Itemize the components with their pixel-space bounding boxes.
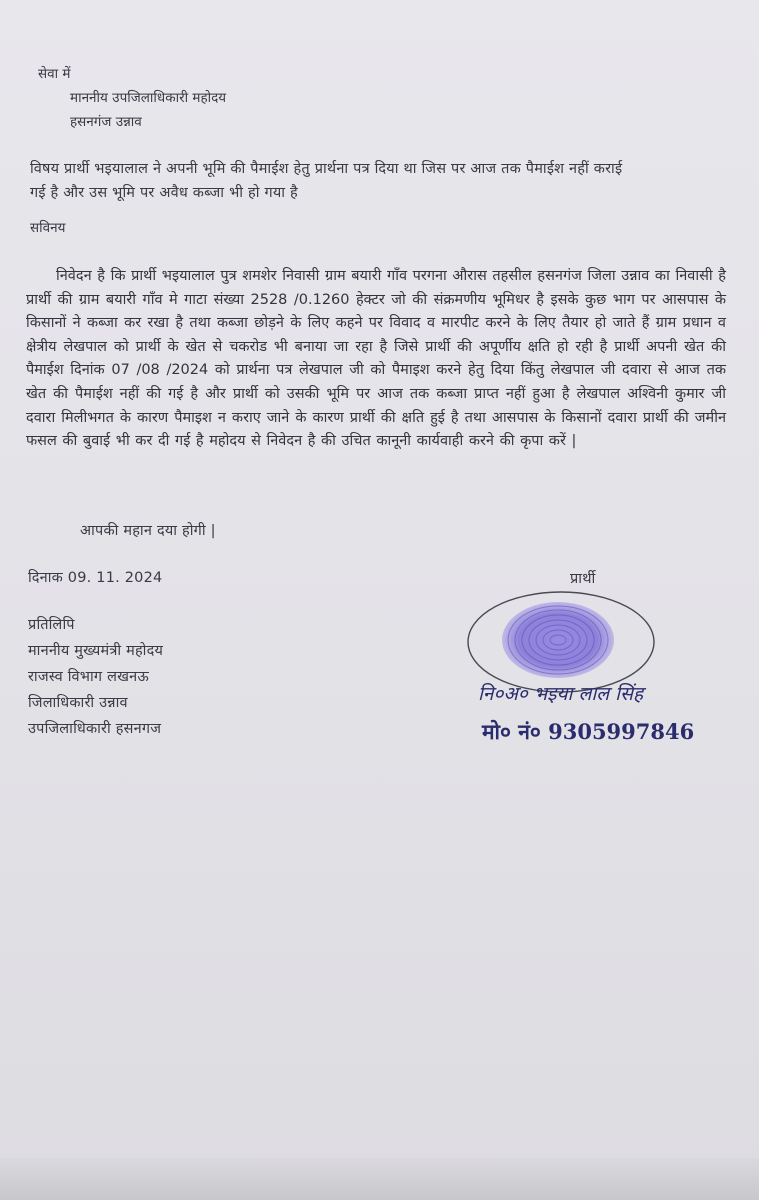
page-bottom-shadow (0, 1158, 759, 1200)
copy-item: माननीय मुख्यमंत्री महोदय (28, 643, 164, 659)
copy-block (28, 612, 163, 742)
applicant-label: प्रार्थी (570, 571, 596, 587)
date: दिनाक 09. 11. 2024 (28, 570, 163, 586)
subject-line-2: गई है और उस भूमि पर अवैध कब्जा भी हो गया है (30, 185, 298, 201)
addressee: माननीय उपजिलाधिकारी महोदय (70, 90, 227, 106)
signature-name: नि०अ० भइया लाल सिंह (478, 683, 644, 705)
copy-item: उपजिलाधिकारी हसनगज (28, 721, 162, 737)
copy-item: राजस्व विभाग लखनऊ (28, 669, 150, 685)
thumbprint-icon (466, 590, 658, 694)
copy-item: जिलाधिकारी उन्नाव (28, 695, 128, 711)
body-paragraph: निवेदन है कि प्रार्थी भइयालाल पुत्र शमशेर निवासी ग्राम बयारी गाँव परगना औरास तहसील हसनगंज जिला उन्नाव का निवासी है प्रार्थी की ग्राम बयारी गाँव मे गाटा संख्या 2528 /0.1260 हेक्टर जो की संक्रमणीय भूमिधर है इसके कुछ भाग पर आसपास के किसानों ने कब्जा कर रखा है तथा कब्जा छोड़ने के लिए कहने पर विवाद व मारपीट करने के लिए तैयार हो जाते हैं ग्राम प्रधान व क्षेत्रीय लेखपाल को प्रार्थी के खेत से चकरोड भी बनाया जा रहा है जिसे प्रार्थी की अपूर्णीय क्षति हो रही है प्रार्थी अपनी खेत की पैमाईश दिनांक 07 /08 /2024 को प्रार्थना पत्र लेखपाल जी को पैमाइश करने हेतु दिया किंतु लेखपाल जी दवारा से आज तक खेत की पैमाईश नहीं की गई है और प्रार्थी को उसकी भूमि पर आज तक कब्जा प्राप्त नहीं हुआ है लेखपाल अश्विनी कुमार जी दवारा मिलीभगत के कारण पैमाइश न कराए जाने के कारण प्रार्थी की क्षति हुई है तथा आसपास के किसानों दवारा प्रार्थी की जमीन फसल की बुवाई भी कर दी गई है महोदय से निवेदन है की उचित कानूनी कार्यवाही करने की कृपा करें | (26, 268, 726, 450)
copy-heading: प्रतिलिपि (28, 617, 75, 633)
signature-mobile: मो० नं० 9305997846 (482, 719, 695, 744)
greeting: सविनय (30, 220, 66, 236)
salutation-to: सेवा में (38, 66, 71, 82)
closing: आपकी महान दया होगी | (80, 523, 216, 539)
addressee-place: हसनगंज उन्नाव (70, 114, 142, 130)
subject-line-1: विषय प्रार्थी भइयालाल ने अपनी भूमि की पैमाईश हेतु प्रार्थना पत्र दिया था जिस पर आज तक पैमाईश नहीं कराई (30, 161, 623, 177)
